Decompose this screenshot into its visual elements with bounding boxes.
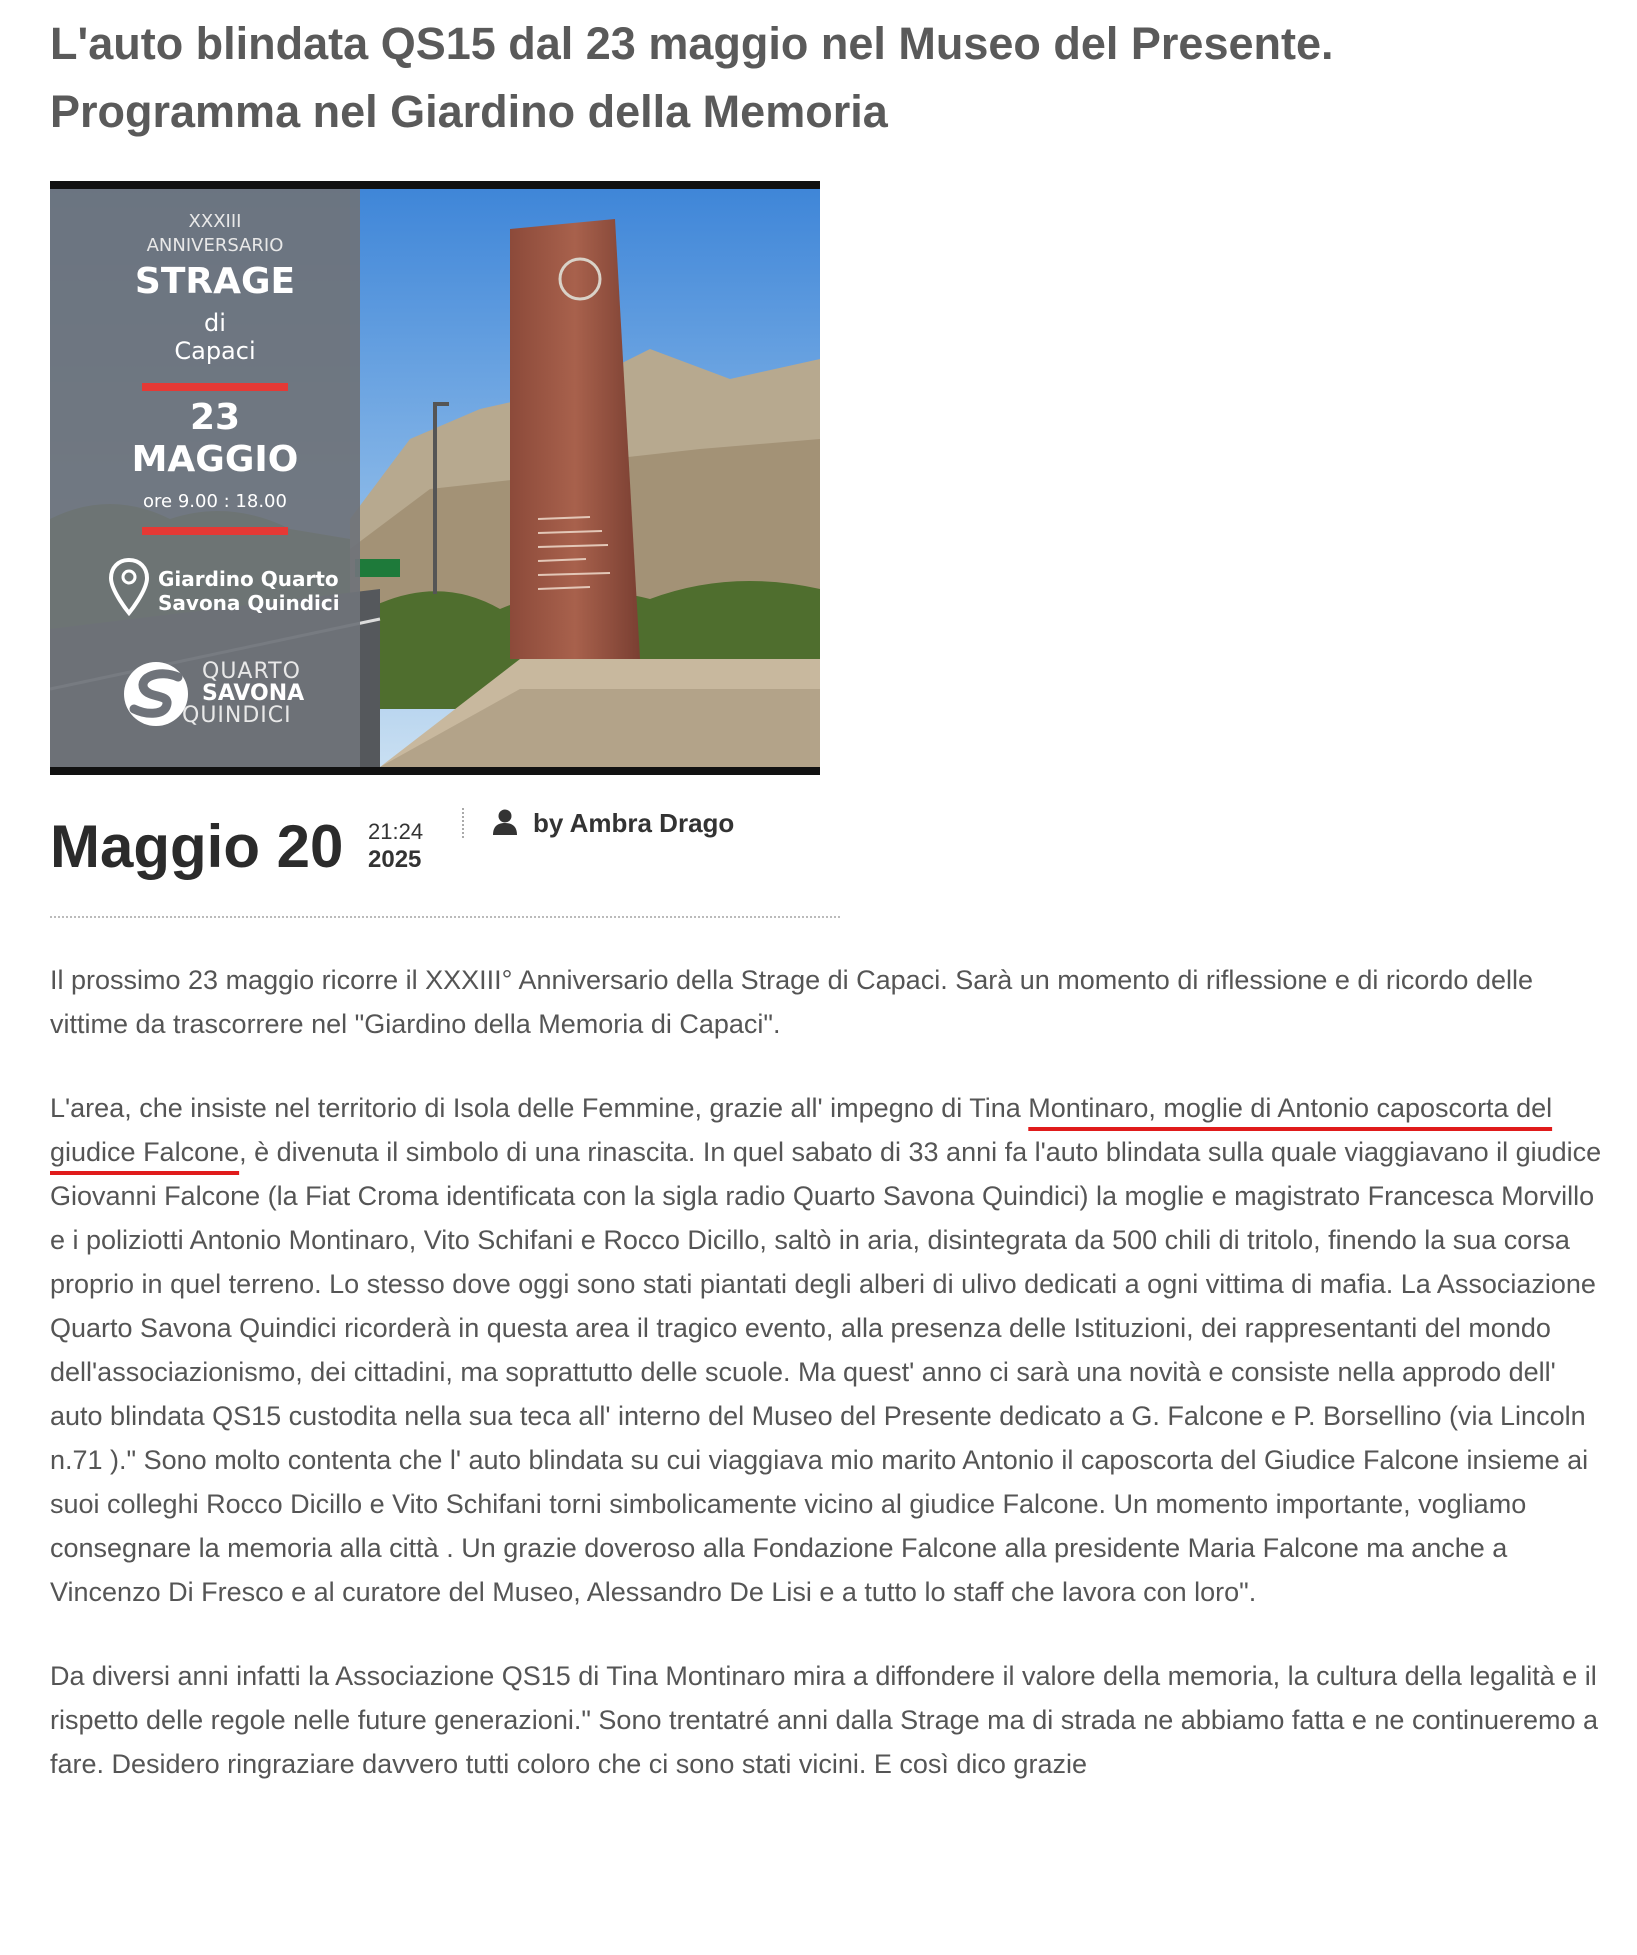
paragraph-3: Da diversi anni infatti la Associazione QS15 di Tina Montinaro mira a diffondere il valore della memoria, la cultura della legalità e il rispetto delle regole nelle future generazioni." Sono trentatré anni dalla Strage ma di strada ne abbiamo fatta e ne continueremo a fare. Desidero ringraziare davvero tutti coloro che ci sono stati vicini. E così dico grazie (50, 1661, 1599, 1779)
poster-logo-quindici: QUINDICI (182, 703, 292, 728)
article-hero-image (50, 181, 820, 775)
poster-logo-quarto: QUARTO (202, 659, 301, 684)
paragraph-2-rest: , è divenuta il simbolo di una rinascita. In quel sabato di 33 anni fa l'auto blindata sulla quale viaggiavano il giudice Giovanni Falcone (la Fiat Croma identificata con la sigla radio Quarto Savona Quindici) la moglie e magistrato Francesca Morvillo e i poliziotti Antonio Montinaro, Vito Schifani e Rocco Dicillo, saltò in aria, disintegrata da 500 chili di tritolo, finendo la sua corsa proprio in quel terreno. Lo stesso dove oggi sono stati piantati degli alberi di ulivo dedicati a ogni vittima di mafia. La Associazione Quarto Savona Quindici ricorderà in questa area il tragico evento, alla presenza delle Istituzioni, dei rappresentanti del mondo dell'associazionismo, dei cittadini, ma soprattutto delle scuole. Ma quest' anno ci sarà una novità e consiste nella approdo dell' auto blindata QS15 custodita nella sua teca all' interno del Museo del Presente dedicato a G. Falcone e P. Borsellino (via Lincoln n.71 )." Sono molto contenta che l' auto blindata su cui viaggiava mio marito Antonio il caposcorta del Giudice Falcone insieme ai suoi colleghi Rocco Dicillo e Vito Schifani torni simbolicamente vicino al giudice Falcone. Un momento importante, vogliamo consegnare la memoria alla città . Un grazie doveroso alla Fondazione Falcone alla presidente Maria Falcone ma anche a Vincenzo Di Fresco e al curatore del Museo, Alessandro De Lisi e a tutto lo staff che lavora con loro". (50, 1137, 1602, 1607)
poster-di: di (204, 309, 226, 337)
poster-red-bar-bottom (142, 527, 288, 535)
paragraph-2-start: L'area, che insiste nel territorio di Isola delle Femmine, grazie all' impegno di Tina (50, 1093, 1029, 1123)
article-body (50, 958, 1615, 1826)
highlighted-text: Montinaro, moglie di Antonio caposcorta del giudice Falcone (50, 1093, 1553, 1167)
poster-strage: STRAGE (134, 261, 296, 302)
author-link[interactable]: by Ambra Drago (533, 808, 735, 838)
poster-capaci: Capaci (174, 337, 256, 365)
user-icon (492, 808, 518, 836)
paragraph-2 (50, 1086, 1615, 1614)
poster-date-month: MAGGIO (131, 439, 299, 480)
article-title (50, 10, 1590, 146)
poster-date-number: 23 (189, 397, 241, 438)
poster-anniversary-number: XXXIII (188, 211, 242, 232)
publish-time: 21:24 (368, 819, 424, 844)
poster-logo-savona: SAVONA (202, 681, 305, 706)
publish-year: 2025 (368, 846, 422, 873)
paragraph-1: Il prossimo 23 maggio ricorre il XXXIII° Anniversario della Strage di Capaci. Sarà un momento di riflessione e di ricordo delle vittime da trascorrere nel "Giardino della Memoria di Capaci". (50, 965, 1533, 1039)
article-title-line2: Programma nel Giardino della Memoria (50, 86, 888, 137)
poster-anniversary-label: ANNIVERSARIO (146, 235, 284, 256)
poster-hours: ore 9.00 : 18.00 (143, 491, 287, 512)
poster-place-line1: Giardino Quarto (158, 567, 339, 591)
meta-divider (50, 916, 840, 918)
poster-red-bar-top (142, 383, 288, 391)
meta-separator (462, 808, 464, 838)
article-title-line1: L'auto blindata QS15 dal 23 maggio nel Museo del Presente. (50, 18, 1334, 69)
poster-place-line2: Savona Quindici (158, 591, 340, 615)
hero-poster-text (50, 189, 380, 767)
location-pin-icon (107, 557, 151, 619)
article-meta (50, 808, 840, 918)
publish-date: Maggio 20 (50, 813, 344, 880)
